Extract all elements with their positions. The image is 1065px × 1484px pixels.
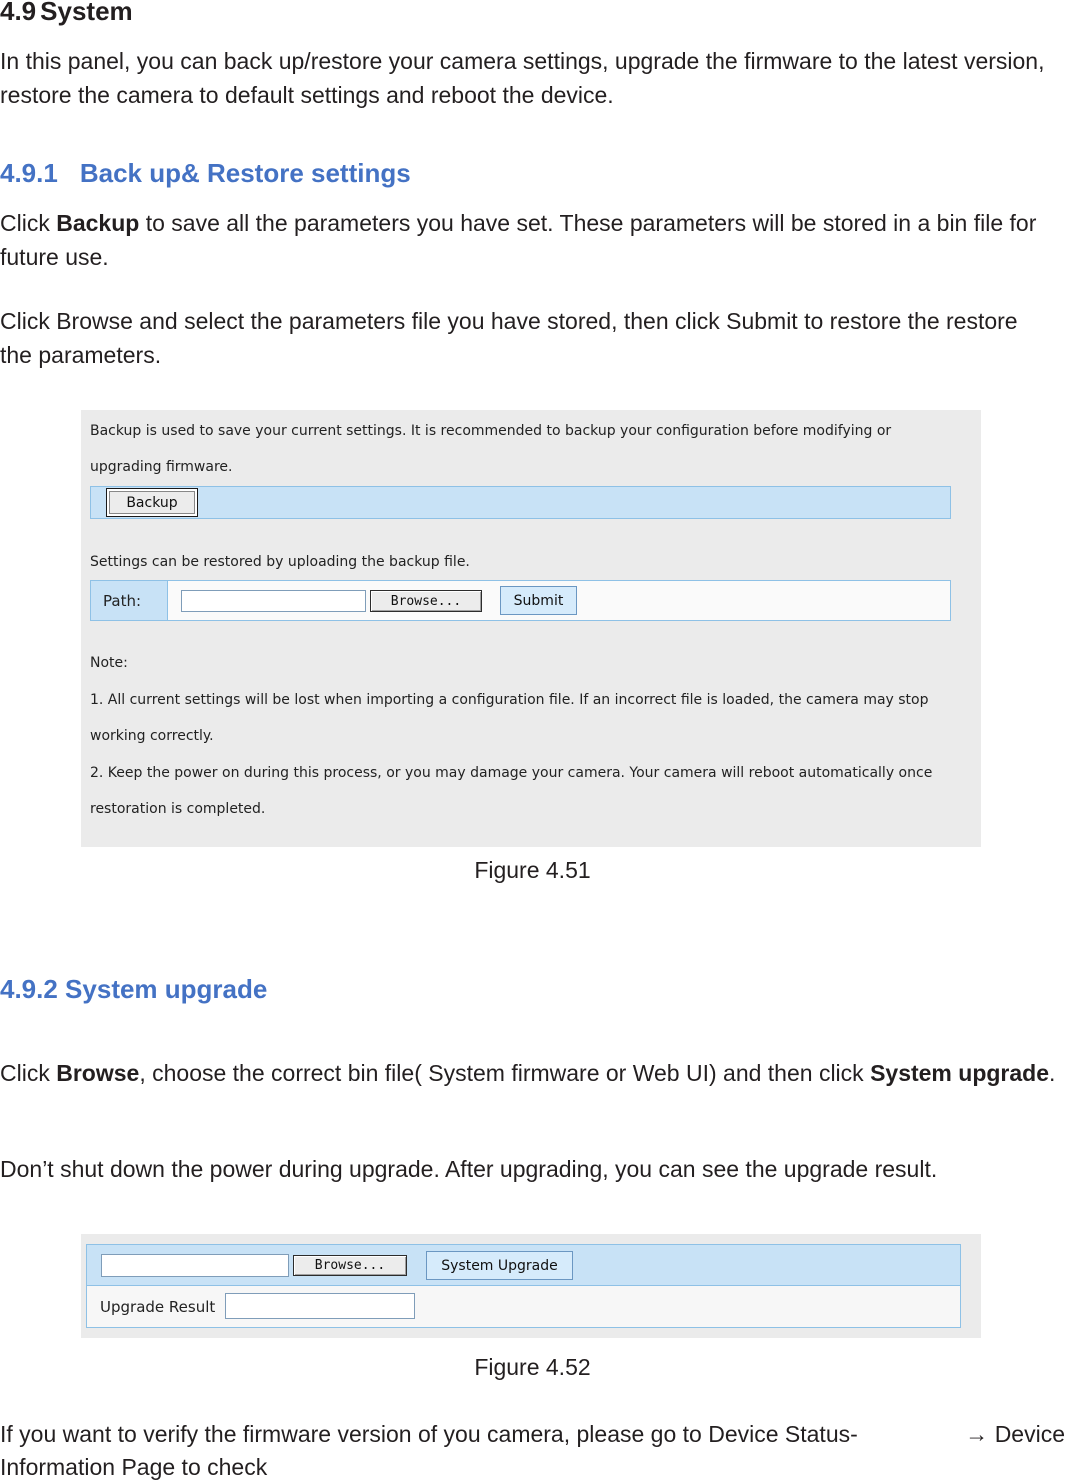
figure-caption-4-52: Figure 4.52: [474, 1354, 591, 1380]
system-upgrade-panel: [81, 1234, 981, 1338]
browse-button[interactable]: Browse...: [293, 1255, 407, 1276]
restore-row: [90, 580, 951, 621]
backup-description-line2: upgrading firmware.: [90, 459, 233, 475]
upgrade-result-label: Upgrade Result: [100, 1298, 216, 1316]
backup-restore-panel: [81, 410, 981, 847]
backup-description-line1: Backup is used to save your current settings. It is recommended to backup your configuration before modifying or: [90, 423, 892, 439]
upgrade-warning-paragraph: Don’t shut down the power during upgrade. After upgrading, you can see the upgrade result.: [0, 1156, 938, 1182]
subsection-heading-upgrade: 4.9.2 System upgrade: [0, 974, 268, 1004]
section-title: System: [40, 0, 133, 26]
subsection-heading-backup: [0, 158, 411, 189]
firmware-file-input[interactable]: [101, 1254, 289, 1277]
subsection-number: 4.9.1: [0, 158, 58, 188]
restore-description: Settings can be restored by uploading the backup file.: [90, 554, 470, 570]
browse-button[interactable]: Browse...: [370, 590, 482, 612]
upgrade-paragraph: Click Browse, choose the correct bin file( System firmware or Web UI) and then click System upgrade.: [0, 1060, 1056, 1086]
upgrade-table: [86, 1244, 961, 1328]
footer-line2: Information Page to check: [0, 1454, 268, 1480]
backup-row: [90, 486, 951, 519]
note-2-line1: 2. Keep the power on during this process, or you may damage your camera. Your camera will reboot automatically once: [90, 765, 933, 781]
system-upgrade-button[interactable]: System Upgrade: [426, 1251, 573, 1280]
backup-paragraph: Click Backup to save all the parameters you have set. These parameters will be stored in a bin file for future use.: [0, 210, 1037, 270]
restore-paragraph: Click Browse and select the parameters file you have stored, then click Submit to restore the restore the parameters.: [0, 308, 1018, 368]
subsection-title: Back up& Restore settings: [79, 158, 411, 188]
submit-button[interactable]: Submit: [500, 586, 577, 615]
upgrade-file-row: [86, 1244, 961, 1286]
section-heading: [0, 0, 133, 27]
upgrade-result-field: [225, 1293, 415, 1319]
note-2-line2: restoration is completed.: [90, 801, 266, 817]
note-title: Note:: [90, 655, 128, 671]
path-label: Path:: [103, 592, 142, 610]
backup-button[interactable]: Backup: [106, 488, 198, 517]
figure-caption-4-51: Figure 4.51: [474, 857, 591, 883]
right-arrow-icon: →: [965, 1421, 989, 1447]
intro-paragraph: In this panel, you can back up/restore your camera settings, upgrade the firmware to the latest version, restore the camera to default settings and reboot the device.: [0, 48, 1045, 108]
section-number: 4.9: [0, 0, 37, 26]
path-label-cell: [90, 580, 168, 621]
path-input[interactable]: [181, 590, 366, 612]
note-1-line1: 1. All current settings will be lost when importing a configuration file. If an incorrect file is loaded, the camera may stop: [90, 692, 929, 708]
note-1-line2: working correctly.: [90, 728, 214, 744]
footer-line1: If you want to verify the firmware version of you camera, please go to Device Status- → Device: [0, 1421, 1065, 1447]
